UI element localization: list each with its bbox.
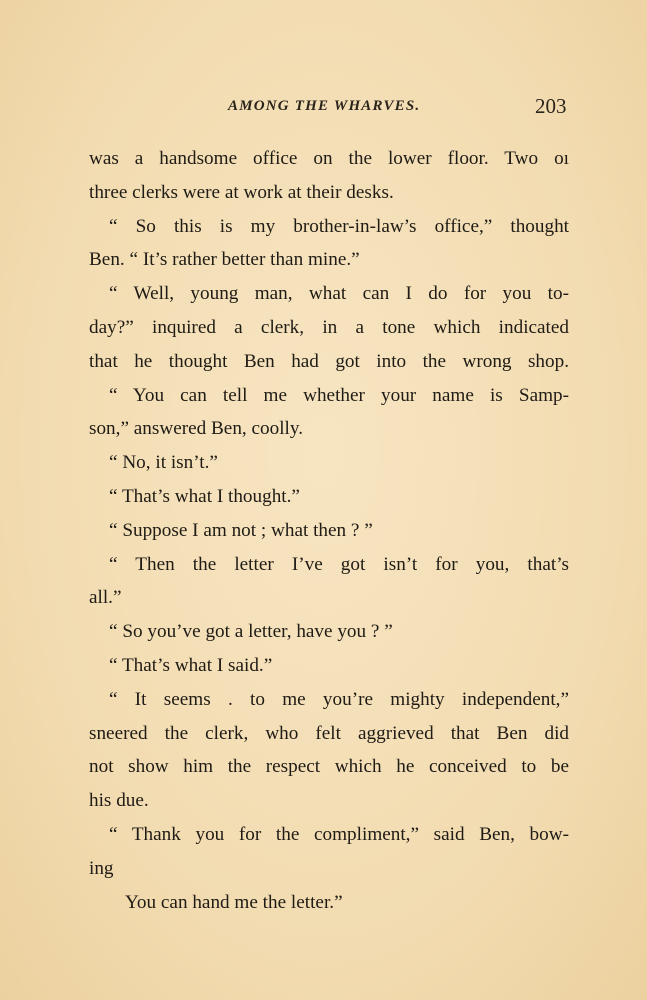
text-line: “ So you’ve got a letter, have you ? ” — [109, 621, 393, 643]
text-line: not show him the respect which he conceived to be — [89, 756, 569, 778]
text-line: “ Thank you for the compliment,” said Ben, bow- — [109, 823, 569, 845]
text-line: “ No, it isn’t.” — [109, 452, 218, 474]
text-line: “ Well, young man, what can I do for you to- — [109, 283, 569, 305]
running-title: AMONG THE WHARVES. — [228, 98, 421, 114]
text-line: Ben. “ It’s rather better than mine.” — [89, 249, 360, 271]
text-line: “ So this is my brother-in-law’s office,” thought — [109, 215, 569, 237]
text-line: son,” answered Ben, coolly. — [89, 418, 304, 440]
text-line: all.” — [89, 587, 122, 609]
page-number: 203 — [535, 94, 567, 118]
text-line: was a handsome office on the lower floor. Two oı — [89, 148, 569, 169]
text-line: ing — [89, 857, 114, 879]
text-line: his due. — [89, 790, 149, 812]
text-line: day?” inquired a clerk, in a tone which indicated — [89, 316, 569, 338]
text-line: “ You can tell me whether your name is Samp- — [109, 384, 569, 406]
text-line: “ Suppose I am not ; what then ? ” — [109, 519, 373, 541]
text-line: sneered the clerk, who felt aggrieved that Ben did — [89, 722, 569, 744]
text-line: “ It seems . to me you’re mighty independent,” — [109, 688, 569, 710]
body-text — [89, 142, 569, 919]
text-line: You can hand me the letter.” — [125, 891, 343, 913]
text-line: “ That’s what I said.” — [109, 654, 273, 676]
text-line: three clerks were at work at their desks. — [89, 181, 394, 203]
text-line: “ Then the letter I’ve got isn’t for you, that’s — [109, 553, 569, 575]
running-header — [0, 94, 647, 124]
text-line: that he thought Ben had got into the wrong shop. — [89, 350, 569, 372]
text-line: “ That’s what I thought.” — [109, 485, 300, 507]
